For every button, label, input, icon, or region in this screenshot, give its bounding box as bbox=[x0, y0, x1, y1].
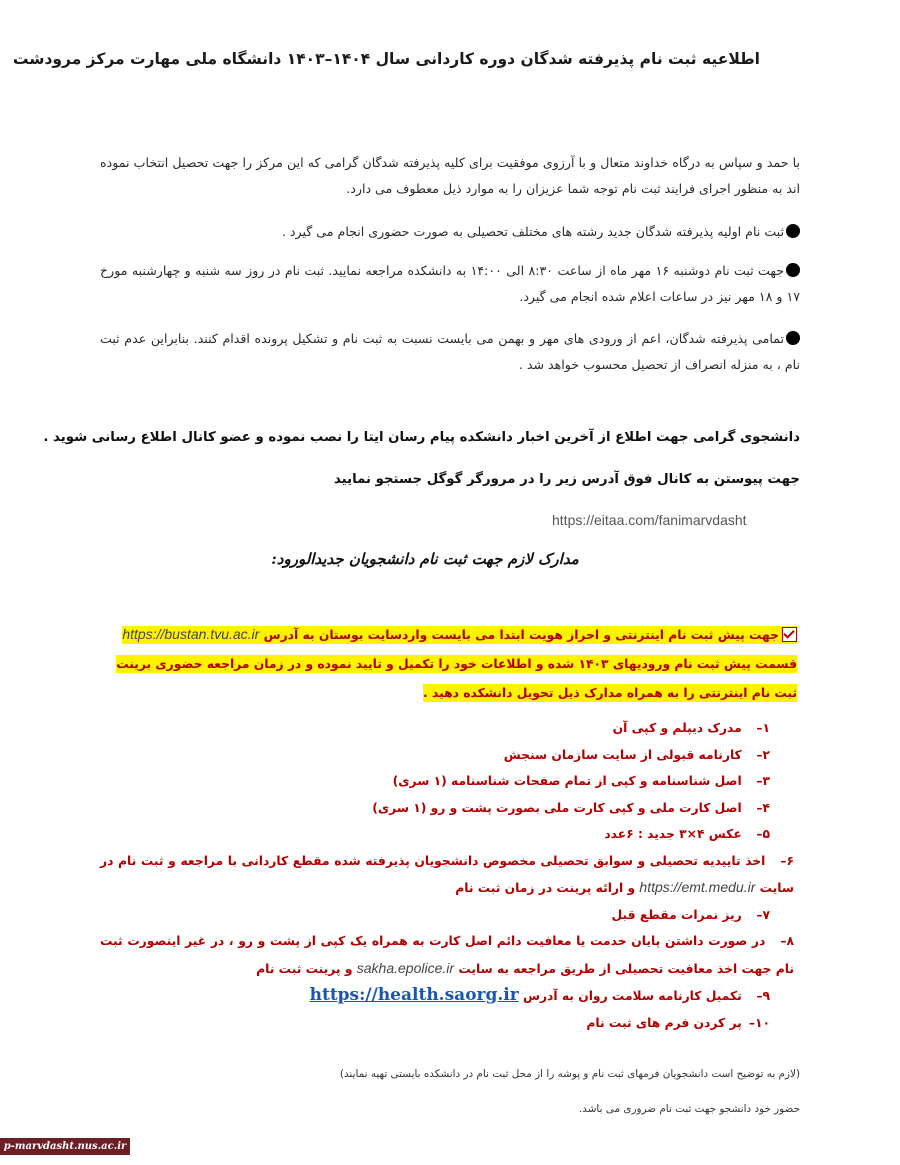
list-item: ۸– در صورت داشتن پایان خدمت یا معافیت دائم اصل کارت به همراه یک کپی از پشت و رو ، در غیر اینصورت ثبت نام جهت اخذ معافیت تحصیلی از طریق مراجعه به سایت sakha.epolice.ir و پرینت ثبت نام bbox=[100, 934, 794, 976]
forms-note: (لازم به توضیح است دانشجویان فرمهای ثبت نام و پوشه را از محل ثبت نام در دانشکده بایستی تهیه نمایند) bbox=[339, 1068, 800, 1080]
bullet-dot-icon bbox=[786, 331, 800, 345]
bullet-text: تمامی پذیرفته شدگان، اعم از ورودی های مهر و بهمن می بایست نسبت به ثبت نام و تشکیل پرونده اقدام کنند. بنابراین عدم ثبت نام ، به منزله انصراف از تحصیل محسوب خواهد شد . bbox=[100, 331, 800, 372]
eitaa-link[interactable]: https://eitaa.com/fanimarvdasht bbox=[552, 512, 747, 528]
list-item: ۵– عکس ۴×۳ جدید : ۶عدد bbox=[604, 827, 770, 841]
bustan-link[interactable]: https://bustan.tvu.ac.ir bbox=[122, 626, 260, 642]
list-item: ۶– اخذ تاییدیه تحصیلی و سوابق تحصیلی مخصوص دانشجویان پذیرفته شده مقطع کاردانی با مراجعه و ثبت نام در سایت https://emt.medu.ir و ارائه پرینت در زمان ثبت نام bbox=[100, 853, 795, 895]
site-address-badge[interactable]: p-marvdasht.nus.ac.ir bbox=[0, 1138, 130, 1155]
bullet-item bbox=[100, 219, 800, 245]
emt-link[interactable]: https://emt.medu.ir bbox=[639, 879, 756, 895]
bullet-text: جهت ثبت نام دوشنبه ۱۶ مهر ماه از ساعت ۸:۳۰ الی ۱۴:۰۰ به دانشکده مراجعه نمایید. ثبت نام در روز سه شنبه و چهارشنبه مورخ ۱۷ و ۱۸ مهر نیز در ساعات اعلام شده انجام می گیرد. bbox=[100, 263, 800, 304]
required-documents-list bbox=[100, 715, 795, 1036]
list-item: ۳– اصل شناسنامه و کپی از تمام صفحات شناسنامه (۱ سری) bbox=[392, 774, 770, 788]
channel-search-instruction: جهت پیوستن به کانال فوق آدرس زیر را در مرورگر گوگل جستجو نمایید bbox=[333, 472, 800, 487]
attendance-note: حضور خود دانشجو جهت ثبت نام ضروری می باشد. bbox=[578, 1103, 800, 1115]
sakha-link[interactable]: sakha.epolice.ir bbox=[356, 959, 455, 976]
bullet-item bbox=[100, 326, 800, 378]
bullet-text: ثبت نام اولیه پذیرفته شدگان جدید رشته های مختلف تحصیلی به صورت حضوری انجام می گیرد . bbox=[281, 224, 784, 239]
bullet-dot-icon bbox=[786, 263, 800, 277]
list-item: ۱۰– پر کردن فرم های ثبت نام bbox=[586, 1015, 770, 1030]
list-item: ۲– کارنامه قبولی از سایت سازمان سنجش bbox=[503, 747, 770, 762]
pre-registration-notice: جهت پیش ثبت نام اینترنتی و احراز هویت ابتدا می بایست واردسایت بوستان به آدرس https://bustan.tvu.ac.ir قسمت پیش ثبت نام ورودیهای ۱۴۰۳ شده و اطلاعات خود را تکمیل و تایید نموده و در زمان مراجعه حضوری برینت ثبت نام اینترنتی را به همراه مدارک ذیل تحویل دانشکده دهید . bbox=[116, 626, 797, 700]
documents-heading: مدارک لازم جهت ثبت نام دانشجویان جدیدالورود: bbox=[271, 550, 579, 568]
list-item: ۱– مدرک دیپلم و کپی آن bbox=[612, 721, 770, 735]
intro-paragraph: با حمد و سپاس به درگاه خداوند متعال و با آرزوی موفقیت برای کلیه پذیرفته شدگان گرامی که این مرکز را جهت تحصیل انتخاب نموده اند به منظور اجرای فرایند ثبت نام توجه شما عزیزان را به موارد ذیل معطوف می دارد. bbox=[100, 155, 800, 196]
list-item: ۹– تکمیل کارنامه سلامت روان به آدرس https://health.saorg.ir bbox=[309, 985, 770, 1005]
list-item: ۷– ریز نمرات مقطع قبل bbox=[611, 907, 770, 922]
page-title: اطلاعیه ثبت نام پذیرفته شدگان دوره کاردانی سال ۱۴۰۴–۱۴۰۳ دانشگاه ملی مهارت مرکز مرودشت bbox=[12, 50, 760, 68]
channel-notice: دانشجوی گرامی جهت اطلاع از آخرین اخبار دانشکده پیام رسان ایتا را نصب نموده و عضو کانال اطلاع رسانی شوید . bbox=[43, 430, 800, 445]
list-item: ۴– اصل کارت ملی و کپی کارت ملی بصورت پشت و رو (۱ سری) bbox=[372, 800, 770, 815]
health-link[interactable]: https://health.saorg.ir bbox=[309, 985, 519, 1005]
bullet-item bbox=[100, 258, 800, 310]
bullet-dot-icon bbox=[786, 224, 800, 238]
checkbox-checked-icon bbox=[782, 627, 797, 642]
